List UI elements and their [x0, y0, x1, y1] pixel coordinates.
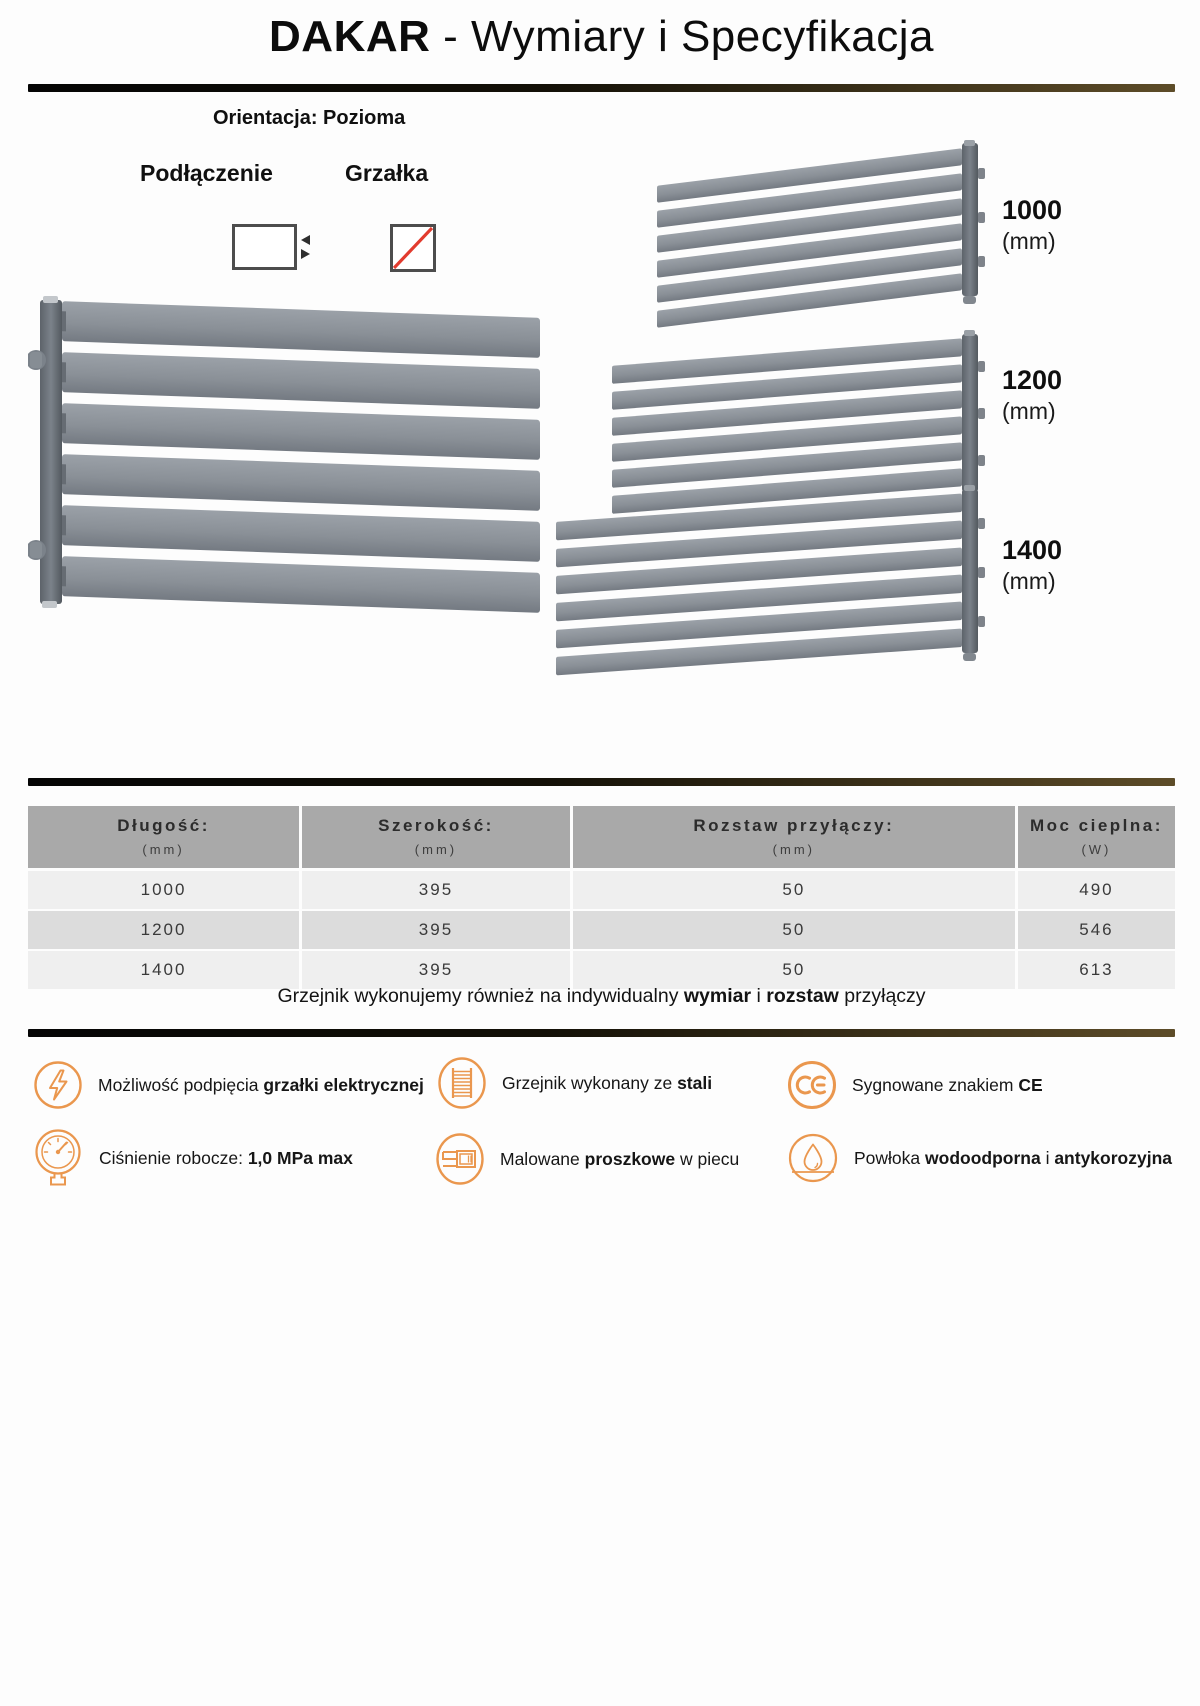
size-label-1400 — [1002, 536, 1062, 594]
table-row — [28, 911, 1175, 951]
red-cross-line-icon — [393, 227, 433, 269]
section-separator-bar — [28, 1029, 1175, 1037]
table-cell: 1400 — [28, 951, 302, 991]
section-separator-bar — [28, 778, 1175, 786]
table-cell: 395 — [302, 911, 573, 951]
table-cell: 50 — [573, 911, 1018, 951]
title-underline-bar — [28, 84, 1175, 92]
size-label-1200 — [1002, 366, 1062, 424]
heater-label: Grzałka — [345, 160, 429, 186]
feature-working-pressure — [32, 1126, 353, 1190]
connection-arrow-right-icon — [301, 249, 310, 259]
table-cell: 50 — [573, 871, 1018, 911]
feature-text: Malowane proszkowe w piecu — [500, 1148, 740, 1169]
feature-waterproof-coating — [787, 1132, 1172, 1184]
spec-table — [28, 806, 1175, 991]
radiator-image-large — [28, 296, 545, 633]
orientation-label: Orientacja: Pozioma — [213, 107, 406, 129]
powder-coating-oven-icon — [435, 1132, 485, 1186]
feature-ce-mark — [787, 1060, 1043, 1110]
table-cell: 613 — [1018, 951, 1175, 991]
size-label-1000 — [1002, 196, 1062, 254]
size-value: 1400 — [1002, 535, 1063, 565]
connection-label: Podłączenie — [140, 160, 273, 186]
feature-steel — [437, 1056, 712, 1110]
radiator-image-1000 — [655, 140, 990, 340]
radiator-image-1400 — [554, 480, 990, 690]
feature-text: Sygnowane znakiem CE — [852, 1074, 1043, 1095]
feature-text: Powłoka wodoodporna i antykorozyjna — [854, 1147, 1173, 1168]
page-title — [28, 12, 1175, 62]
ce-mark-icon — [787, 1060, 837, 1110]
size-unit: (mm) — [1002, 227, 1056, 254]
size-value: 1000 — [1002, 195, 1063, 225]
column-header-heat-output: Moc cieplna: (W) — [1018, 806, 1175, 871]
size-value: 1200 — [1002, 365, 1063, 395]
table-cell: 1000 — [28, 871, 302, 911]
custom-size-note: Grzejnik wykonujemy również na indywidualny wymiar i rozstaw przyłączy — [277, 985, 926, 1007]
feature-text: Grzejnik wykonany ze stali — [502, 1072, 713, 1093]
column-header-width: Szerokość: (mm) — [302, 806, 573, 871]
product-name: DAKAR — [269, 12, 431, 61]
heater-crossed-out-icon — [390, 224, 436, 272]
lightning-icon — [33, 1060, 83, 1110]
column-header-connection-spacing: Rozstaw przyłączy: (mm) — [573, 806, 1018, 871]
feature-electric-heater — [33, 1060, 424, 1110]
size-unit: (mm) — [1002, 567, 1056, 594]
steel-radiator-icon — [437, 1056, 487, 1110]
table-header-row — [28, 806, 1175, 871]
connection-diagram-icon — [232, 224, 297, 270]
table-cell: 50 — [573, 951, 1018, 991]
feature-text: Możliwość podpięcia grzałki elektrycznej — [98, 1074, 424, 1095]
pressure-gauge-icon — [32, 1126, 84, 1190]
table-cell: 1200 — [28, 911, 302, 951]
connection-arrow-left-icon — [301, 235, 310, 245]
table-cell: 395 — [302, 951, 573, 991]
water-drop-icon — [787, 1132, 839, 1184]
size-unit: (mm) — [1002, 397, 1056, 424]
table-cell: 546 — [1018, 911, 1175, 951]
feature-powder-coating — [435, 1132, 739, 1186]
page-title-rest: - Wymiary i Specyfikacja — [430, 12, 934, 61]
table-cell: 490 — [1018, 871, 1175, 911]
table-cell: 395 — [302, 871, 573, 911]
column-header-length: Długość: (mm) — [28, 806, 302, 871]
table-row — [28, 871, 1175, 911]
feature-text: Ciśnienie robocze: 1,0 MPa max — [99, 1147, 353, 1168]
